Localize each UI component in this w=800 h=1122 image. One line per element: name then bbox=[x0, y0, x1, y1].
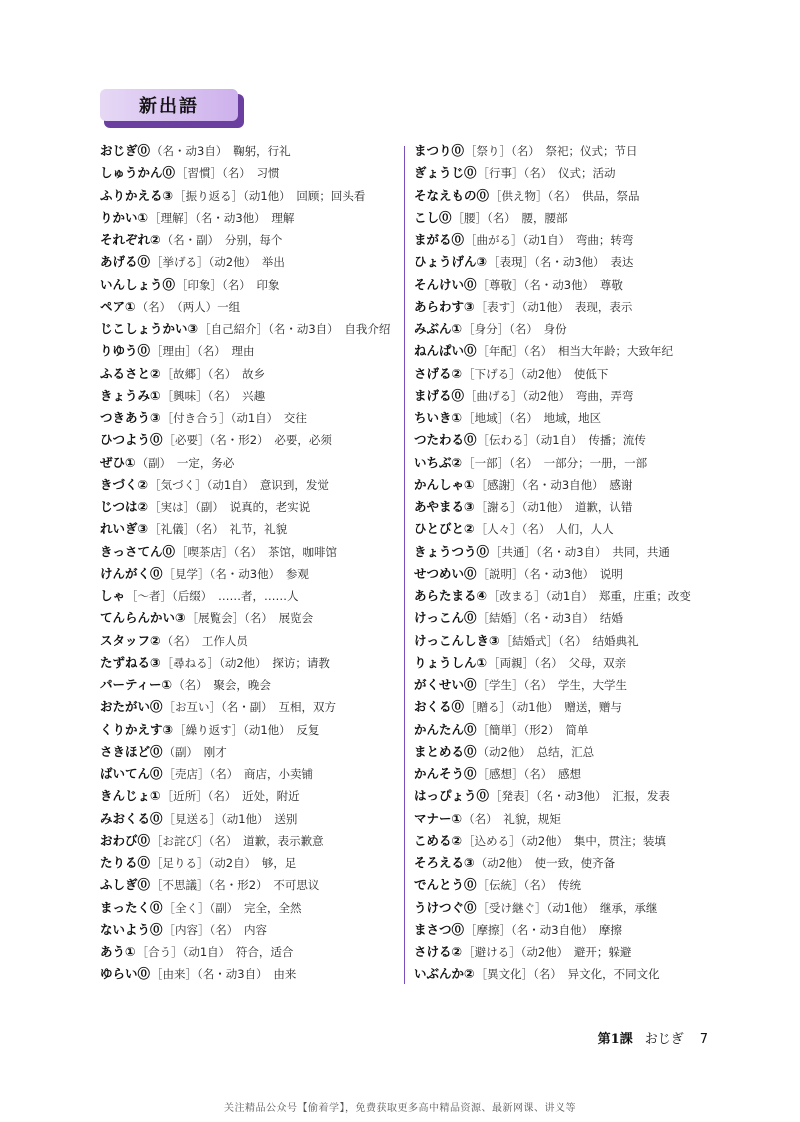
vocab-definition: ［足りる］（动2自） 够，足 bbox=[151, 856, 297, 870]
vocab-definition: ［繰り返す］（动1他） 反复 bbox=[174, 722, 320, 737]
vocab-entry bbox=[414, 919, 724, 941]
vocab-word: こし⓪ bbox=[414, 209, 452, 225]
vocab-word: ひつよう⓪ bbox=[100, 432, 163, 448]
vocab-entry bbox=[414, 897, 724, 919]
vocab-definition: ［展覧会］（名） 展览会 bbox=[186, 611, 314, 626]
vocab-definition: ［理解］（名・动3他） 理解 bbox=[149, 210, 295, 225]
vocab-definition: （副） 刚才 bbox=[163, 744, 227, 759]
vocab-definition: ［発表］（名・动3他） 汇报，发表 bbox=[490, 789, 670, 804]
vocab-word: いぶんか② bbox=[414, 966, 475, 982]
vocab-word: けっこん⓪ bbox=[414, 610, 477, 626]
vocab-word: いちぶ② bbox=[414, 454, 463, 470]
vocab-entry bbox=[414, 385, 724, 407]
vocab-word: さげる② bbox=[414, 365, 463, 381]
vocab-entry bbox=[414, 407, 724, 429]
vocab-entry bbox=[100, 251, 410, 273]
vocab-word: ペア① bbox=[100, 298, 136, 314]
vocab-entry bbox=[100, 363, 410, 385]
vocab-definition: ［由来］（名・动3自） 由来 bbox=[151, 967, 297, 982]
vocab-entry bbox=[100, 296, 410, 318]
vocab-definition: ［供え物］（名） 供品，祭品 bbox=[490, 188, 640, 203]
vocab-word: まとめる⓪ bbox=[414, 743, 477, 759]
vocab-entry bbox=[414, 808, 724, 830]
vocab-entry bbox=[100, 541, 410, 563]
vocab-entry bbox=[100, 785, 410, 807]
vocab-definition: ［習慣］（名） 习惯 bbox=[176, 166, 280, 181]
vocab-word: ばいてん⓪ bbox=[100, 766, 163, 781]
vocab-definition: ［人々］（名） 人们，人人 bbox=[475, 522, 614, 537]
vocab-entry bbox=[414, 785, 724, 807]
vocab-word: しゃ bbox=[100, 588, 126, 603]
vocab-definition: ［感想］（名） 感想 bbox=[477, 767, 582, 781]
vocab-entry bbox=[100, 585, 410, 607]
vocab-word: りかい① bbox=[100, 209, 149, 225]
vocab-definition: ［曲がる］（动1自） 弯曲；转弯 bbox=[465, 233, 634, 247]
vocab-word: うけつぐ⓪ bbox=[414, 899, 477, 915]
vocab-entry bbox=[414, 474, 724, 496]
vocab-definition: ［理由］（名） 理由 bbox=[151, 344, 255, 359]
vocab-word: ふるさと② bbox=[100, 365, 161, 381]
vocab-word: マナー① bbox=[414, 810, 463, 826]
vocab-word: けんがく⓪ bbox=[100, 565, 163, 581]
vocab-entry bbox=[414, 185, 724, 207]
vocab-word: たずねる③ bbox=[100, 654, 161, 670]
vocab-word: あらたまる④ bbox=[414, 588, 488, 603]
vocab-entry bbox=[100, 808, 410, 830]
vocab-word: かんそう⓪ bbox=[414, 766, 477, 781]
vocab-word: ないよう⓪ bbox=[100, 921, 163, 937]
vocab-entry bbox=[100, 607, 410, 629]
vocab-definition: ［伝統］（名） 传统 bbox=[477, 878, 582, 893]
vocab-definition: ［近所］（名） 近处，附近 bbox=[161, 789, 300, 804]
vocab-word: りょうしん① bbox=[414, 654, 488, 670]
vocab-definition: （名） 聚会，晚会 bbox=[173, 678, 271, 692]
vocab-entry bbox=[414, 741, 724, 763]
vocab-entry bbox=[100, 385, 410, 407]
vocab-entry bbox=[100, 874, 410, 896]
vocab-word: かんしゃ① bbox=[414, 476, 475, 492]
vocab-entry bbox=[414, 963, 724, 985]
vocab-definition: ［共通］（名・动3自） 共同，共通 bbox=[490, 544, 670, 559]
vocab-entry bbox=[100, 340, 410, 362]
vocab-word: がくせい⓪ bbox=[414, 677, 477, 692]
vocab-definition: ［結婚式］（名） 结婚典礼 bbox=[500, 633, 639, 648]
vocab-entry bbox=[414, 585, 724, 607]
vocab-entry bbox=[100, 162, 410, 184]
vocab-definition: （副） 一定，务必 bbox=[136, 455, 235, 470]
vocab-word: あらわす③ bbox=[414, 298, 475, 314]
vocab-definition: ［伝わる］（动1自） 传播；流传 bbox=[477, 433, 646, 448]
vocab-definition: ［表現］（名・动3他） 表达 bbox=[488, 255, 634, 270]
vocab-definition: ［尊敬］（名・动3他） 尊敬 bbox=[477, 277, 623, 292]
vocab-entry bbox=[100, 674, 410, 696]
vocab-word: おじぎ⓪ bbox=[100, 143, 151, 158]
vocab-column-right bbox=[414, 140, 724, 986]
vocab-entry bbox=[414, 652, 724, 674]
vocab-entry bbox=[414, 852, 724, 874]
vocab-word: おわび⓪ bbox=[100, 832, 151, 848]
vocab-definition: （动2他） 总结，汇总 bbox=[477, 744, 595, 759]
watermark-text: 关注精品公众号【偷着学】，免费获取更多高中精品资源、最新网课、讲义等 bbox=[224, 1103, 576, 1114]
vocab-definition: （名・动3自） 鞠躬，行礼 bbox=[151, 144, 291, 158]
vocab-entry bbox=[100, 318, 410, 340]
vocab-word: スタッフ② bbox=[100, 632, 161, 648]
page-footer bbox=[598, 1028, 708, 1047]
vocab-definition: （名） 工作人员 bbox=[161, 633, 248, 648]
vocab-word: ねんぱい⓪ bbox=[414, 343, 477, 359]
vocab-word: それぞれ② bbox=[100, 232, 161, 247]
vocab-definition: ［売店］（名） 商店，小卖铺 bbox=[163, 767, 314, 781]
vocab-word: ぜひ① bbox=[100, 454, 136, 470]
vocab-word: ぎょうじ⓪ bbox=[414, 165, 477, 181]
vocab-word: ひょうげん③ bbox=[414, 254, 488, 270]
vocab-entry bbox=[414, 830, 724, 852]
vocab-word: じつは② bbox=[100, 499, 149, 514]
vocab-definition: ［身分］（名） 身份 bbox=[463, 322, 567, 336]
vocab-entry bbox=[100, 452, 410, 474]
vocab-definition: ［一部］（名） 一部分；一册，一部 bbox=[463, 455, 648, 470]
vocab-entry bbox=[100, 696, 410, 718]
vocab-column-left bbox=[100, 140, 410, 986]
vocab-word: くりかえす③ bbox=[100, 721, 174, 737]
vocab-word: まったく⓪ bbox=[100, 899, 163, 915]
vocab-definition: ［喫茶店］（名） 茶馆，咖啡馆 bbox=[176, 544, 338, 559]
vocab-entry bbox=[414, 229, 724, 251]
vocab-entry bbox=[100, 207, 410, 229]
vocab-definition: ［見学］（名・动3他） 参观 bbox=[163, 566, 309, 581]
vocab-word: きっさてん⓪ bbox=[100, 543, 176, 559]
vocab-word: そろえる③ bbox=[414, 855, 475, 870]
vocab-definition: （名・副） 分别，每个 bbox=[161, 233, 283, 247]
vocab-definition: ［興味］（名） 兴趣 bbox=[161, 388, 266, 403]
vocab-entry bbox=[100, 830, 410, 852]
vocab-definition: ［年配］（名） 相当大年龄；大致年纪 bbox=[477, 344, 674, 359]
vocab-word: れいぎ③ bbox=[100, 521, 149, 537]
vocab-entry bbox=[100, 719, 410, 741]
page-number: 7 bbox=[699, 1032, 708, 1047]
vocab-word: てんらんかい③ bbox=[100, 610, 186, 626]
vocab-entry bbox=[414, 563, 724, 585]
vocab-word: しゅうかん⓪ bbox=[100, 165, 176, 181]
vocab-entry bbox=[414, 207, 724, 229]
vocab-definition: ［～者］（后缀） ……者，……人 bbox=[126, 589, 299, 603]
vocab-definition: ［印象］（名） 印象 bbox=[176, 277, 280, 292]
vocab-definition: ［行事］（名） 仪式；活动 bbox=[477, 166, 616, 181]
vocab-definition: ［腰］（名） 腰，腰部 bbox=[452, 210, 568, 225]
vocab-entry bbox=[414, 340, 724, 362]
vocab-entry bbox=[414, 162, 724, 184]
vocab-definition: ［感謝］（名・动3自他） 感谢 bbox=[475, 477, 633, 492]
vocab-word: きょうみ① bbox=[100, 387, 161, 403]
vocab-definition: ［受け継ぐ］（动1他） 继承，承继 bbox=[477, 900, 658, 915]
vocab-definition: ［お詫び］（名） 道歉，表示歉意 bbox=[151, 833, 324, 848]
vocab-entry bbox=[414, 251, 724, 273]
vocab-entry bbox=[100, 496, 410, 518]
vocab-definition: ［自己紹介］（名・动3自） 自我介绍 bbox=[199, 322, 391, 336]
vocab-entry bbox=[414, 607, 724, 629]
vocab-definition: ［改まる］（动1自） 郑重，庄重；改变 bbox=[488, 589, 691, 603]
vocab-word: まげる⓪ bbox=[414, 387, 465, 403]
vocab-entry bbox=[414, 941, 724, 963]
vocab-word: みぶん① bbox=[414, 321, 463, 336]
vocab-word: あう① bbox=[100, 944, 136, 959]
vocab-word: あやまる③ bbox=[414, 499, 475, 514]
vocab-entry bbox=[100, 229, 410, 251]
vocab-definition: ［必要］（名・形2） 必要，必须 bbox=[163, 433, 332, 448]
vocab-word: きづく② bbox=[100, 476, 149, 492]
lesson-title: おじぎ bbox=[644, 1032, 684, 1047]
vocab-entry bbox=[100, 897, 410, 919]
vocab-word: パーティー① bbox=[100, 677, 173, 692]
vocab-definition: ［礼儀］（名） 礼节，礼貌 bbox=[149, 522, 288, 537]
vocab-definition: ［気づく］（动1自） 意识到，发觉 bbox=[149, 477, 329, 492]
vocab-definition: ［見送る］（动1他） 送别 bbox=[163, 811, 298, 826]
vocab-entry bbox=[100, 563, 410, 585]
vocab-definition: ［込める］（动2他） 集中，贯注；装填 bbox=[463, 833, 666, 848]
vocab-entry bbox=[100, 185, 410, 207]
vocab-definition: ［振り返る］（动1他） 回顾；回头看 bbox=[174, 188, 366, 203]
vocab-entry bbox=[100, 963, 410, 985]
vocab-word: おたがい⓪ bbox=[100, 699, 163, 715]
vocab-word: そなえもの⓪ bbox=[414, 187, 490, 203]
vocab-word: ちいき① bbox=[414, 410, 463, 425]
vocab-definition: ［両親］（名） 父母，双亲 bbox=[488, 655, 627, 670]
vocab-word: せつめい⓪ bbox=[414, 565, 477, 581]
vocab-word: けっこんしき③ bbox=[414, 632, 500, 648]
vocab-word: でんとう⓪ bbox=[414, 877, 477, 893]
vocab-definition: ［学生］（名） 学生，大学生 bbox=[477, 678, 628, 692]
vocab-word: そんけい⓪ bbox=[414, 276, 477, 292]
vocab-entry bbox=[414, 674, 724, 696]
vocab-definition: ［異文化］（名） 异文化，不同文化 bbox=[475, 967, 660, 982]
vocab-entry bbox=[414, 496, 724, 518]
vocab-entry bbox=[414, 318, 724, 340]
vocab-entry bbox=[414, 363, 724, 385]
vocab-word: ゆらい⓪ bbox=[100, 966, 151, 982]
vocab-definition: ［挙げる］（动2他） 举出 bbox=[151, 255, 285, 270]
section-title: 新出語 bbox=[139, 96, 199, 117]
vocab-definition: （名） 礼貌，规矩 bbox=[463, 811, 561, 826]
vocab-entry bbox=[414, 630, 724, 652]
vocab-entry bbox=[100, 741, 410, 763]
vocab-definition: ［曲げる］（动2他） 弯曲，弄弯 bbox=[465, 388, 634, 403]
vocab-definition: ［贈る］（动1他） 赠送，赠与 bbox=[465, 700, 622, 715]
vocab-definition: ［簡単］（形2） 简单 bbox=[477, 722, 589, 737]
vocab-word: こめる② bbox=[414, 832, 463, 848]
vocab-word: はっぴょう⓪ bbox=[414, 788, 490, 804]
vocab-entry bbox=[100, 763, 410, 785]
vocab-word: さきほど⓪ bbox=[100, 743, 163, 759]
vocab-definition: ［地域］（名） 地域，地区 bbox=[463, 411, 602, 425]
vocab-entry bbox=[100, 941, 410, 963]
vocab-word: いんしょう⓪ bbox=[100, 276, 176, 292]
vocab-entry bbox=[414, 429, 724, 451]
vocab-word: あげる⓪ bbox=[100, 254, 151, 270]
vocab-definition: ［説明］（名・动3他） 说明 bbox=[477, 566, 623, 581]
vocab-definition: ［内容］（名） 内容 bbox=[163, 922, 268, 937]
vocab-entry bbox=[100, 652, 410, 674]
vocab-entry bbox=[414, 874, 724, 896]
vocab-entry bbox=[414, 296, 724, 318]
vocab-entry bbox=[414, 140, 724, 162]
section-header bbox=[100, 89, 242, 125]
column-divider bbox=[404, 146, 405, 984]
vocab-word: きょうつう⓪ bbox=[414, 543, 490, 559]
vocab-word: まさつ⓪ bbox=[414, 921, 465, 937]
lesson-number: 第1課 bbox=[597, 1032, 633, 1047]
vocab-word: おくる⓪ bbox=[414, 699, 465, 715]
vocab-entry bbox=[100, 518, 410, 540]
vocab-definition: ［尋ねる］（动2他） 探访；请教 bbox=[161, 655, 330, 670]
vocab-entry bbox=[100, 919, 410, 941]
vocab-entry bbox=[100, 852, 410, 874]
vocab-entry bbox=[100, 474, 410, 496]
vocab-definition: ［下げる］（动2他） 使低下 bbox=[463, 366, 609, 381]
vocab-word: つきあう③ bbox=[100, 410, 161, 425]
vocab-definition: ［結婚］（名・动3自） 结婚 bbox=[477, 611, 623, 626]
vocab-word: まつり⓪ bbox=[414, 143, 465, 158]
vocab-entry bbox=[414, 696, 724, 718]
vocab-definition: ［お互い］（名・副） 互相，双方 bbox=[163, 700, 337, 715]
vocab-definition: ［合う］（动1自） 符合，适合 bbox=[136, 945, 294, 959]
vocab-entry bbox=[414, 541, 724, 563]
vocab-entry bbox=[414, 274, 724, 296]
vocab-word: かんたん⓪ bbox=[414, 721, 477, 737]
vocab-word: たりる⓪ bbox=[100, 855, 151, 870]
vocab-definition: （动2他） 使一致，使齐备 bbox=[475, 856, 616, 870]
vocab-entry bbox=[100, 630, 410, 652]
vocab-entry bbox=[414, 452, 724, 474]
vocab-word: じこしょうかい③ bbox=[100, 321, 199, 336]
vocab-entry bbox=[414, 763, 724, 785]
vocab-entry bbox=[100, 140, 410, 162]
vocab-entry bbox=[100, 429, 410, 451]
vocab-definition: ［謝る］（动1他） 道歉，认错 bbox=[475, 500, 633, 514]
vocab-word: みおくる⓪ bbox=[100, 810, 163, 826]
vocab-word: りゆう⓪ bbox=[100, 343, 151, 359]
header-label-box bbox=[100, 89, 238, 121]
vocab-word: ふりかえる③ bbox=[100, 187, 174, 203]
vocab-word: ふしぎ⓪ bbox=[100, 877, 151, 893]
vocab-definition: ［不思議］（名・形2） 不可思议 bbox=[151, 878, 320, 893]
vocab-word: さける② bbox=[414, 944, 463, 959]
vocab-word: きんじょ① bbox=[100, 788, 161, 804]
vocab-definition: ［故郷］（名） 故乡 bbox=[161, 366, 266, 381]
vocab-word: ひとびと② bbox=[414, 521, 475, 537]
vocab-entry bbox=[100, 407, 410, 429]
vocab-definition: ［付き合う］（动1自） 交往 bbox=[161, 411, 307, 425]
vocab-entry bbox=[414, 719, 724, 741]
vocab-definition: ［実は］（副） 说真的，老实说 bbox=[149, 500, 311, 514]
vocab-definition: ［表す］（动1他） 表现，表示 bbox=[475, 299, 633, 314]
vocab-entry bbox=[414, 518, 724, 540]
vocab-definition: ［全く］（副） 完全，全然 bbox=[163, 900, 302, 915]
vocab-definition: ［祭り］（名） 祭祀；仪式；节日 bbox=[465, 144, 638, 158]
vocab-word: まがる⓪ bbox=[414, 232, 465, 247]
vocab-definition: ［摩擦］（名・动3自他） 摩擦 bbox=[465, 922, 622, 937]
vocab-definition: ［避ける］（动2他） 避开；躲避 bbox=[463, 945, 632, 959]
vocab-word: つたわる⓪ bbox=[414, 432, 477, 448]
vocab-definition: （名） （两人）一组 bbox=[136, 299, 241, 314]
vocab-entry bbox=[100, 274, 410, 296]
